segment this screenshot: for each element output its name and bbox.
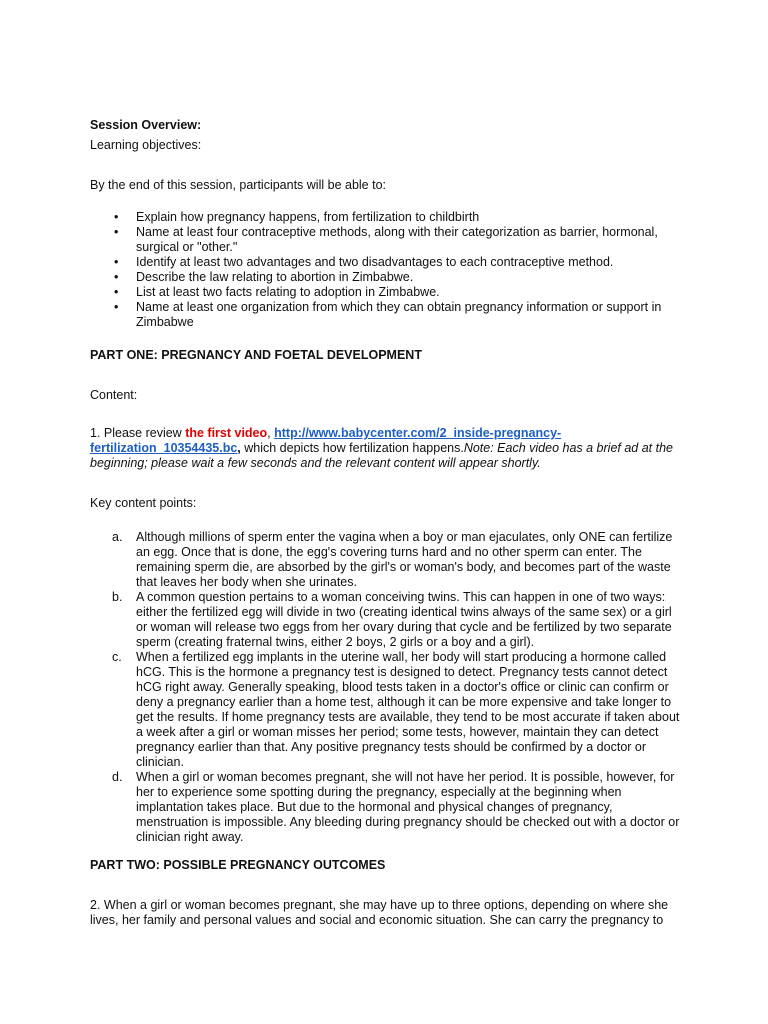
session-intro: By the end of this session, participants will be able to: [90, 178, 386, 192]
video-link[interactable]: http://www.babycenter.com/2_inside-pregnancy-fertilization_10354435.bc [90, 426, 562, 455]
objectives-list [90, 210, 680, 330]
part-one-heading: PART ONE: PREGNANCY AND FOETAL DEVELOPMENT [90, 348, 422, 362]
bullet-icon: • [114, 270, 119, 284]
list-item: a. Although millions of sperm enter the vagina when a boy or man ejaculates, only ONE can fertilize an egg. Once that is done, the egg's covering turns hard and no other sperm can enter. The remaining sperm die, are absorbed by the girl's or woman's body, and becomes part of the waste that leaves her body when she urinates. [112, 530, 673, 589]
part-two-heading: PART TWO: POSSIBLE PREGNANCY OUTCOMES [90, 858, 386, 872]
bullet-icon: • [114, 300, 119, 314]
list-item: • Identify at least two advantages and two disadvantages to each contraceptive method. [114, 255, 614, 269]
bullet-icon: • [114, 225, 119, 239]
list-item: • Explain how pregnancy happens, from fertilization to childbirth [114, 210, 480, 224]
bullet-icon: • [114, 285, 119, 299]
list-item: • Name at least one organization from which they can obtain pregnancy information or support in Zimbabwe [114, 300, 662, 329]
learning-objectives-label: Learning objectives: [90, 138, 202, 152]
video-review-paragraph: 1. Please review the first video, http://www.babycenter.com/2_inside-pregnancy-fertilization_10354435.bc, which depicts how fertilization happens.Note: Each video has a brief ad at the beginning; please wait a few seconds and the relevant content will appear shortly. [90, 426, 673, 470]
list-item: • Describe the law relating to abortion in Zimbabwe. [114, 270, 414, 284]
bullet-icon: • [114, 210, 119, 224]
list-item: b. A common question pertains to a woman conceiving twins. This can happen in one of two ways: either the fertilized egg will divide in two (creating identical twins always of the same sex) or a girl or woman will release two eggs from her ovary during that cycle and be fertilized by two separate sperm (creating fraternal twins, either 2 boys, 2 girls or a boy and a girl). [112, 590, 672, 649]
session-heading: Session Overview: [90, 118, 202, 132]
video-note: Note: Each video has a brief ad at the beginning; please wait a few seconds and the relevant content will appear shortly. [90, 441, 673, 470]
key-points-list [90, 530, 680, 845]
list-item: d. When a girl or woman becomes pregnant, she will not have her period. It is possible, however, for her to experience some spotting during the pregnancy, especially at the beginning when implantation takes place. But due to the hormonal and physical changes of pregnancy, menstruation is impossible. Any bleeding during pregnancy should be checked out with a doctor or clinician right away. [112, 770, 680, 844]
key-points-label: Key content points: [90, 496, 197, 510]
list-item: c. When a fertilized egg implants in the uterine wall, her body will start producing a hormone called hCG. This is the hormone a pregnancy test is designed to detect. Pregnancy tests cannot detect hCG right away. Generally speaking, blood tests taken in a doctor's office or clinic can confirm or deny a pregnancy earlier than a home test, although it can be more expensive and take longer to get the results. If home pregnancy tests are available, they tend to be most accurate if taken about a week after a girl or woman misses her period; some tests, however, maintain they can detect pregnancy earlier than that. Any positive pregnancy tests should be confirmed by a doctor or clinician. [112, 650, 680, 769]
bullet-icon: • [114, 255, 119, 269]
first-video-highlight: the first video [185, 426, 268, 440]
list-item: • Name at least four contraceptive methods, along with their categorization as barrier, hormonal, surgical or "other." [114, 225, 658, 254]
content-label: Content: [90, 388, 138, 402]
outcomes-paragraph: 2. When a girl or woman becomes pregnant, she may have up to three options, depending on where she lives, her family and personal values and social and economic situation. She can carry the pregnancy to [90, 898, 669, 927]
list-item: • List at least two facts relating to adoption in Zimbabwe. [114, 285, 440, 299]
